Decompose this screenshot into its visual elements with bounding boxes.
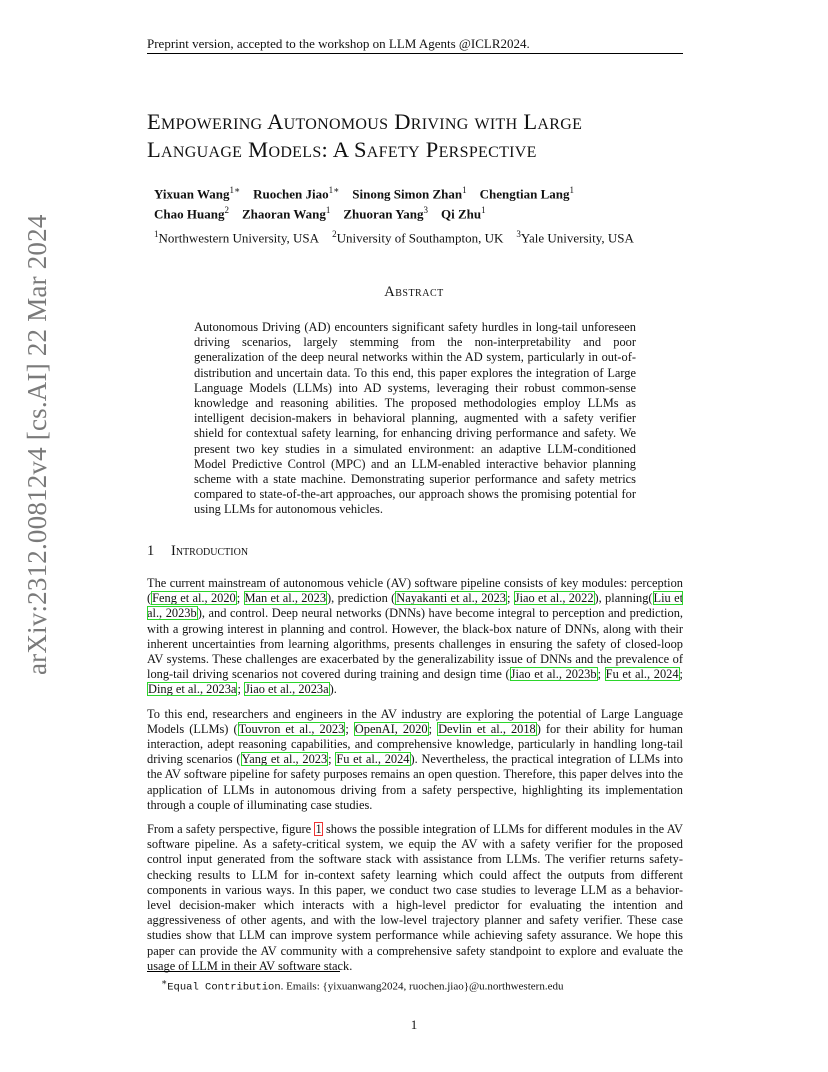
citation-link[interactable]: Fu et al., 2024 bbox=[605, 667, 679, 682]
running-header: Preprint version, accepted to the workshop on LLM Agents @ICLR2024. bbox=[147, 36, 530, 51]
citation-link[interactable]: Feng et al., 2020 bbox=[152, 591, 236, 606]
author-row-1: Yixuan Wang$^{1∗}$ Ruochen Jiao$^{1∗}$ Sinong Simon Zhan$^1$ Chengtian Lang$^1$ bbox=[154, 185, 575, 202]
body-text bbox=[147, 576, 683, 983]
abstract-text: Autonomous Driving (AD) encounters significant safety hurdles in long-tail unforeseen driving scenarios, largely stemming from the non-interpretability and poor generalization of the deep neural networks within the AD system, particularly in out-of-distribution and uncertain data. To this end, this paper explores the integration of Large Language Models (LLMs) into AD systems, leveraging their robust common-sense knowledge and reasoning abilities. The proposed methodologies employ LLMs as intelligent decision-makers in behavioral planning, augmented with a safety verifier shield for contextual safety learning, for enhancing driving performance and safety. We present two key studies in a simulated environment: an adaptive LLM-conditioned Model Predictive Control (MPC) and an LLM-enabled interactive behavior planning scheme with a state machine. Demonstrating superior performance and safety metrics compared to state-of-the-art approaches, our approach shows the promising potential for using LLMs for autonomous vehicles. bbox=[194, 320, 636, 517]
citation-link[interactable]: Jiao et al., 2022 bbox=[514, 591, 594, 606]
citation-link[interactable]: Man et al., 2023 bbox=[244, 591, 327, 606]
section-number: 1 bbox=[147, 543, 155, 559]
paragraph: The current mainstream of autonomous vehicle (AV) software pipeline consists of key modules: perception (Feng et al., 2020; Man et al., 2023), prediction (Nayakanti et al., 2023; Jiao et al., 2022), planning(Liu et al., 2023b), and control. Deep neural networks (DNNs) have become integral to perception and prediction, with a growing interest in planning and control. However, the black-box nature of DNNs, along with their inherent uncertainties from learning algorithms, presents challenges in ensuring the safety of closed-loop AV systems. These challenges are exacerbated by the generalizability issue of DNNs and the prevalence of long-tail driving scenarios not covered during training and design time (Jiao et al., 2023b; Fu et al., 2024; Ding et al., 2023a; Jiao et al., 2023a). bbox=[147, 576, 684, 697]
citation-link[interactable]: Devlin et al., 2018 bbox=[438, 721, 536, 736]
footnote: ∗Equal Contribution. Emails: {yixuanwang2024, ruochen.jiao}@u.northwestern.edu bbox=[161, 977, 564, 994]
citation-link[interactable]: Jiao et al., 2023a bbox=[244, 682, 329, 697]
author-name: Qi Zhu bbox=[440, 206, 482, 222]
paragraph: From a safety perspective, figure 1 shows the possible integration of LLMs for different modules in the AV software pipeline. As a safety-critical system, we equip the AV with a safety verifier for the proposed control input generated from the software stack with assistance from LLMs. The verifier returns safety-checking results to LLM for in-context safety learning which could affect the outputs from different components in various ways. In this paper, we conduct two case studies to leverage LLM as a behavior-level decision-maker which interacts with a high-level predictor for evaluating the intention and aggressiveness of other agents, and with the low-level trajectory planner and safety verifier. These case studies show that LLM can improve system performance while achieving safety assurance. We hope this paper can provide the AV community with a comprehensive safety standpoint to explore and evaluate the usage of LLM in their AV software stack. bbox=[147, 822, 683, 973]
author-name: Yixuan Wang bbox=[154, 186, 230, 202]
citation-link[interactable]: Fu et al., 2024 bbox=[336, 752, 410, 767]
author-name: Chao Huang bbox=[154, 206, 225, 222]
author-name: Ruochen Jiao bbox=[253, 186, 329, 202]
citation-link[interactable]: Yang et al., 2023 bbox=[241, 752, 328, 767]
footnote-rule bbox=[147, 971, 340, 972]
affiliations: $^1$Northwestern University, USA $^2$University of Southampton, UK $^3$Yale University, USA bbox=[154, 229, 634, 246]
affiliation: Northwestern University, USA bbox=[158, 230, 320, 246]
paper-title bbox=[147, 108, 707, 164]
citation-link[interactable]: Touvron et al., 2023 bbox=[238, 721, 345, 736]
affiliation: Yale University, USA bbox=[520, 230, 634, 246]
citation-link[interactable]: Nayakanti et al., 2023 bbox=[396, 591, 506, 606]
affiliation: University of Southampton, UK bbox=[336, 230, 504, 246]
author-list bbox=[154, 182, 654, 223]
title-line-2: Language Models: A Safety Perspective bbox=[147, 137, 537, 162]
citation-link[interactable]: Liu et al., 2023b bbox=[147, 591, 684, 621]
paragraph: To this end, researchers and engineers in the AV industry are exploring the potential of Large Language Models (LLMs) (Touvron et al., 2023; OpenAI, 2020; Devlin et al., 2018) for their ability for human interaction, adept reasoning capabilities, and comprehensive knowledge, particularly in handling long-tail driving scenarios (Yang et al., 2023; Fu et al., 2024). Nevertheless, the practical integration of LLMs into the AV software pipeline for safety purposes remains an open question. Therefore, this paper delves into the application of LLMs in autonomous driving from a safety perspective, highlighting its implementation through a couple of illuminating case studies. bbox=[147, 706, 683, 812]
title-line-1: Empowering Autonomous Driving with Large bbox=[147, 109, 583, 134]
header-rule bbox=[147, 53, 683, 54]
citation-link[interactable]: Ding et al., 2023a bbox=[148, 682, 237, 697]
abstract-heading: Abstract bbox=[384, 284, 444, 300]
page-number: 1 bbox=[410, 1017, 418, 1032]
section-heading bbox=[147, 543, 248, 560]
section-title: Introduction bbox=[171, 543, 249, 559]
citation-link[interactable]: OpenAI, 2020 bbox=[354, 721, 428, 736]
author-name: Zhuoran Yang bbox=[343, 206, 424, 222]
citation-link[interactable]: Jiao et al., 2023b bbox=[510, 667, 597, 682]
author-row-2: Chao Huang$^2$ Zhaoran Wang$^1$ Zhuoran Yang$^3$ Qi Zhu$^1$ bbox=[154, 205, 486, 222]
author-name: Zhaoran Wang bbox=[241, 206, 326, 222]
author-name: Chengtian Lang bbox=[479, 186, 570, 202]
figure-ref-link[interactable]: 1 bbox=[315, 822, 322, 837]
author-name: Sinong Simon Zhan bbox=[352, 186, 463, 202]
